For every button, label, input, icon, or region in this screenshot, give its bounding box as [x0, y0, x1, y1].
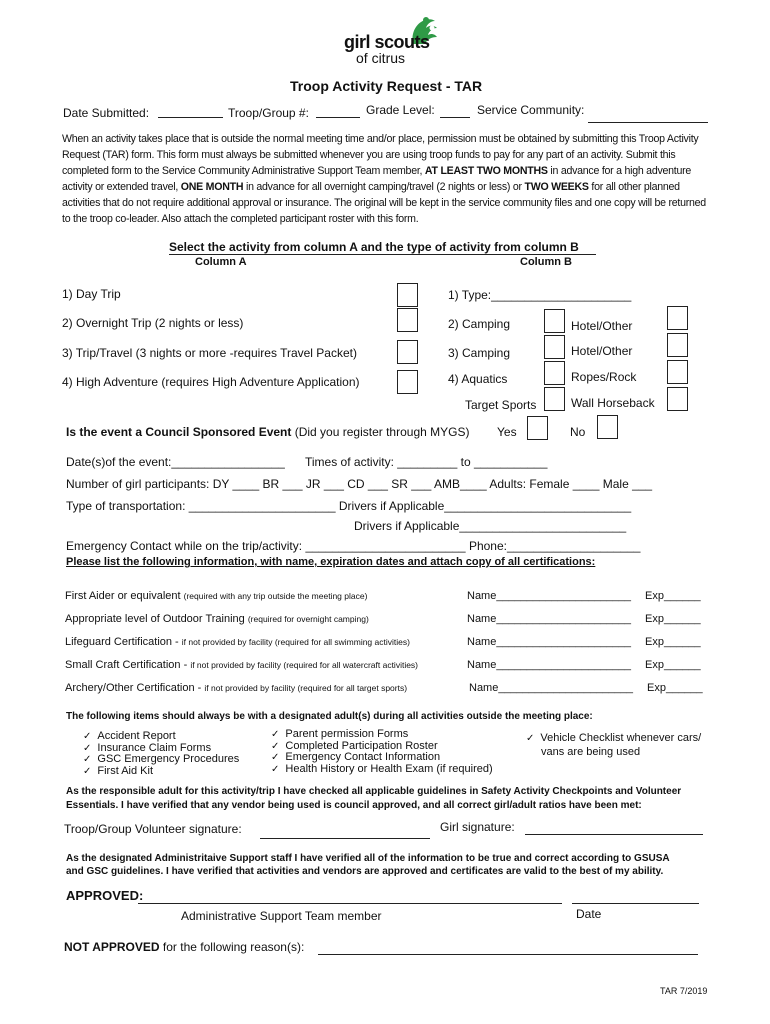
activity-b-target-sports: Target Sports	[465, 398, 537, 412]
list-item: ✓ Parent permission Forms	[271, 729, 493, 741]
select-heading-underline	[169, 254, 596, 255]
responsible-adult-statement-line2: Essentials. I have verified that any vendor being used is council approved, and all correct girl/adult ratios have been met:	[66, 800, 642, 811]
checkbox-ropes[interactable]	[667, 360, 688, 384]
activity-a-day-trip: 1) Day Trip	[62, 287, 121, 301]
items-heading: The following items should always be with a designated adult(s) during all activities outside the meeting place:	[66, 711, 593, 722]
checkbox-overnight[interactable]	[397, 308, 418, 332]
list-item: ✓ Health History or Health Exam (if required)	[271, 764, 493, 776]
volunteer-signature-label: Troop/Group Volunteer signature:	[64, 822, 242, 836]
cert-outdoor-training-name[interactable]: Name______________________	[467, 613, 631, 625]
admin-statement-line1: As the designated Administritaive Support staff I have verified all of the information to be true and correct according to GSUSA	[66, 853, 670, 864]
cert-first-aider: First Aider or equivalent (required with any trip outside the meeting place)	[65, 590, 368, 602]
checkbox-council-no[interactable]	[597, 415, 618, 439]
activity-a-overnight: 2) Overnight Trip (2 nights or less)	[62, 316, 244, 330]
grade-level-field[interactable]	[440, 117, 470, 118]
checkbox-hotel-1[interactable]	[667, 306, 688, 330]
emergency-contact-field[interactable]: Emergency Contact while on the trip/activity: ________________________ Phone:____________________	[66, 539, 641, 553]
approved-label: APPROVED:	[66, 888, 144, 903]
certifications-heading: Please list the following information, with name, expiration dates and attach copy of all certifications:	[66, 556, 596, 568]
cert-archery-name[interactable]: Name______________________	[469, 682, 633, 694]
date-submitted-field[interactable]	[158, 117, 223, 118]
select-heading: Select the activity from column A and the type of activity from column B	[169, 240, 579, 254]
intro-paragraph: When an activity takes place that is outside the normal meeting time and/or place, permission must be obtained by submitting this Troop Activity Request (TAR) form. This form must always be submitted whenever you are using troop funds to pay for any part of an activity. Submit this completed form to the Service Community Administrative Support Team member, AT LEAST TWO MONTHS in advance for a high adventure activity or extended travel, ONE MONTH in advance for all overnight camping/travel (2 nights or less) or TWO WEEKS for all other planned activities that do not require additional approval or insurance. The original will be kept in the service community files and one copy will be returned to the troop co-leader. Also attach the completed participant roster with this form.	[62, 133, 706, 225]
checkbox-day-trip[interactable]	[397, 283, 418, 307]
not-approved-label: NOT APPROVED for the following reason(s):	[64, 940, 305, 954]
items-list-col2	[271, 729, 493, 775]
form-code: TAR 7/2019	[660, 986, 708, 996]
cert-outdoor-training: Appropriate level of Outdoor Training (required for overnight camping)	[65, 613, 369, 625]
items-list-col3	[526, 733, 701, 745]
logo-text-line2: of citrus	[356, 50, 406, 66]
activity-c-hotel-2: Hotel/Other	[571, 344, 633, 358]
activity-c-hotel-1: Hotel/Other	[571, 319, 633, 333]
cert-lifeguard: Lifeguard Certification - if not provided by facility (required for all swimming activities)	[65, 636, 410, 648]
approved-date-field[interactable]	[572, 903, 699, 904]
activity-a-travel: 3) Trip/Travel (3 nights or more -requires Travel Packet)	[62, 346, 357, 360]
cert-lifeguard-name[interactable]: Name______________________	[467, 636, 631, 648]
event-times-field[interactable]: Times of activity: _________ to ___________	[305, 455, 548, 469]
list-item: ✓ Insurance Claim Forms	[83, 743, 239, 755]
checkbox-hotel-2[interactable]	[667, 333, 688, 357]
list-item: ✓ Vehicle Checklist whenever cars/	[526, 733, 701, 745]
checkbox-aquatics[interactable]	[544, 361, 565, 385]
cert-small-craft-name[interactable]: Name______________________	[467, 659, 631, 671]
activity-b-camping-1: 2) Camping	[448, 317, 511, 331]
service-community-label: Service Community:	[477, 103, 585, 117]
admin-member-label: Administrative Support Team member	[181, 909, 382, 923]
drivers-field[interactable]: Drivers if Applicable_________________________	[354, 519, 627, 533]
cert-lifeguard-exp[interactable]: Exp______	[645, 636, 701, 648]
list-item: ✓ Accident Report	[83, 731, 239, 743]
checkbox-wall-horseback[interactable]	[667, 387, 688, 411]
items-list-col1	[83, 731, 239, 777]
checkbox-high-adventure[interactable]	[397, 370, 418, 394]
activity-a-high-adventure: 4) High Adventure (requires High Adventure Application)	[62, 375, 360, 389]
troop-group-label: Troop/Group #:	[228, 106, 309, 120]
cert-first-aider-exp[interactable]: Exp______	[645, 590, 701, 602]
girl-signature-field[interactable]	[525, 834, 703, 835]
service-community-field[interactable]	[588, 122, 708, 123]
cert-archery-exp[interactable]: Exp______	[647, 682, 703, 694]
checkbox-camping-1[interactable]	[544, 309, 565, 333]
activity-b-camping-2: 3) Camping	[448, 346, 511, 360]
transportation-field[interactable]: Type of transportation: ______________________ Drivers if Applicable____________________________	[66, 499, 632, 513]
admin-statement-line2: and GSC guidelines. I have verified that activities and vendors are approved and certificates are valid to the best of my ability.	[66, 866, 664, 877]
council-yes-label: Yes	[497, 425, 517, 439]
grade-level-label: Grade Level:	[366, 103, 435, 117]
cert-small-craft: Small Craft Certification - if not provided by facility (required for all watercraft activities)	[65, 659, 419, 671]
participants-field[interactable]: Number of girl participants: DY ____ BR ___ JR ___ CD ___ SR ___ AMB____ Adults: Female ____ Male ___	[66, 477, 653, 491]
list-item: ✓ First Aid Kit	[83, 766, 239, 778]
approved-signature-field[interactable]	[138, 903, 562, 904]
cert-outdoor-training-exp[interactable]: Exp______	[645, 613, 701, 625]
list-item: ✓ Emergency Contact Information	[271, 752, 493, 764]
checkbox-council-yes[interactable]	[527, 416, 548, 440]
list-item: ✓ Completed Participation Roster	[271, 741, 493, 753]
column-b-label: Column B	[520, 256, 572, 268]
date-label: Date	[576, 907, 602, 921]
cert-first-aider-name[interactable]: Name______________________	[467, 590, 631, 602]
list-item: ✓ GSC Emergency Procedures	[83, 754, 239, 766]
council-sponsored-question: Is the event a Council Sponsored Event (Did you register through MYGS)	[66, 425, 470, 439]
activity-c-wall-horseback: Wall Horseback	[571, 396, 655, 410]
troop-group-field[interactable]	[316, 117, 360, 118]
checkbox-target-sports[interactable]	[544, 387, 565, 411]
activity-b-type: 1) Type:_____________________	[448, 288, 632, 302]
event-dates-field[interactable]: Date(s)of the event:_________________	[66, 455, 285, 469]
activity-c-ropes: Ropes/Rock	[571, 370, 637, 384]
volunteer-signature-field[interactable]	[260, 838, 430, 839]
page-title: Troop Activity Request - TAR	[290, 78, 483, 94]
activity-b-aquatics: 4) Aquatics	[448, 372, 508, 386]
cert-small-craft-exp[interactable]: Exp______	[645, 659, 701, 671]
checkbox-camping-2[interactable]	[544, 335, 565, 359]
checkbox-travel[interactable]	[397, 340, 418, 364]
date-submitted-label: Date Submitted:	[63, 106, 150, 120]
column-a-label: Column A	[195, 256, 247, 268]
council-no-label: No	[570, 425, 586, 439]
logo-text-line1: girl scouts	[344, 32, 430, 52]
items-col3-continued: vans are being used	[541, 746, 641, 758]
girl-signature-label: Girl signature:	[440, 820, 515, 834]
cert-archery: Archery/Other Certification - if not provided by facility (required for all target sports)	[65, 682, 408, 694]
not-approved-reason-field[interactable]	[318, 954, 698, 955]
responsible-adult-statement-line1: As the responsible adult for this activity/trip I have checked all applicable guidelines in Safety Activity Checkpoints and Volunteer	[66, 786, 682, 797]
